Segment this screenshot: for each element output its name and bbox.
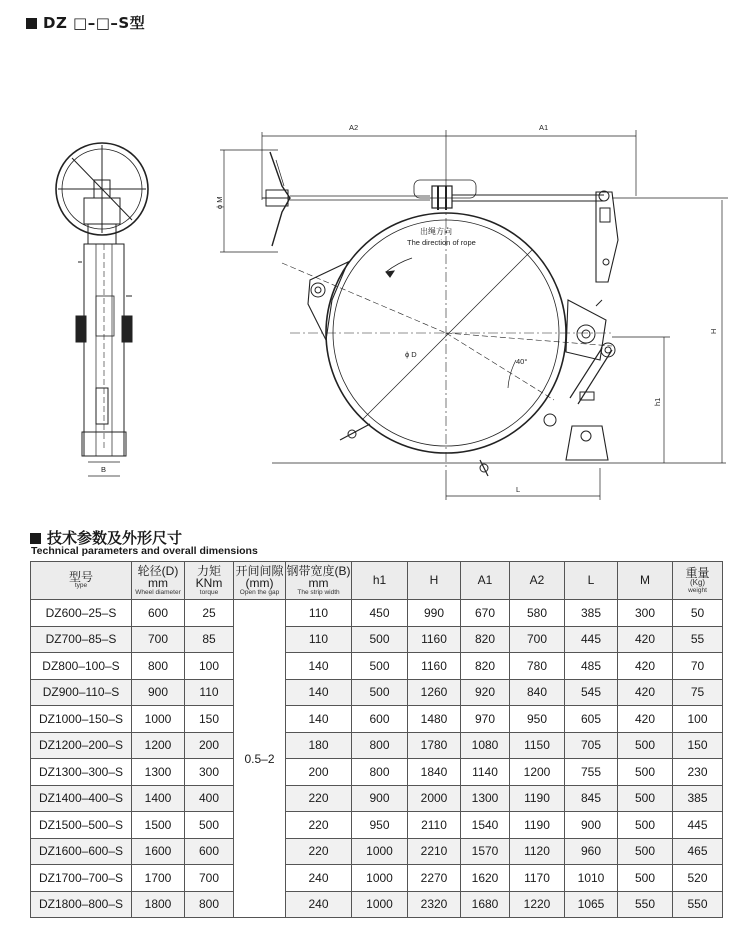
table-cell: 1065 bbox=[565, 891, 618, 918]
table-cell: 140 bbox=[286, 653, 352, 680]
table-cell: 755 bbox=[565, 759, 618, 786]
table-cell: 240 bbox=[286, 865, 352, 892]
screw-rod bbox=[290, 180, 604, 210]
table-cell: 1220 bbox=[510, 891, 565, 918]
table-cell-gap: 0.5–2 bbox=[234, 600, 286, 918]
table-cell: 1680 bbox=[461, 891, 510, 918]
table-cell: 420 bbox=[618, 626, 673, 653]
table-cell: 1200 bbox=[510, 759, 565, 786]
table-cell: DZ1800–800–S bbox=[31, 891, 132, 918]
table-cell: 300 bbox=[618, 600, 673, 627]
left-brake-arm bbox=[308, 262, 370, 440]
table-cell: 950 bbox=[510, 706, 565, 733]
table-cell: DZ1300–300–S bbox=[31, 759, 132, 786]
rope-direction-en: The direction of rope bbox=[407, 238, 476, 247]
table-row bbox=[31, 679, 723, 706]
table-cell: 1120 bbox=[510, 838, 565, 865]
table-header-row bbox=[31, 562, 723, 600]
col-wheel bbox=[132, 562, 185, 600]
table-cell: 600 bbox=[185, 838, 234, 865]
table-cell: DZ1000–150–S bbox=[31, 706, 132, 733]
table-row bbox=[31, 653, 723, 680]
table-cell: 385 bbox=[673, 785, 723, 812]
table-cell: 385 bbox=[565, 600, 618, 627]
table-cell: 2000 bbox=[408, 785, 461, 812]
table-cell: 800 bbox=[352, 759, 408, 786]
table-cell: 520 bbox=[673, 865, 723, 892]
table-cell: 500 bbox=[352, 626, 408, 653]
table-cell: 1150 bbox=[510, 732, 565, 759]
table-row bbox=[31, 759, 723, 786]
table-cell: 1840 bbox=[408, 759, 461, 786]
col-l: L bbox=[565, 562, 618, 600]
table-cell: 1300 bbox=[132, 759, 185, 786]
table-cell: 445 bbox=[565, 626, 618, 653]
table-cell: 100 bbox=[185, 653, 234, 680]
table-cell: 420 bbox=[618, 679, 673, 706]
col-gap-unit: (mm) bbox=[245, 576, 274, 591]
table-cell: 500 bbox=[618, 838, 673, 865]
handwheel-front-view bbox=[262, 152, 290, 246]
table-cell: 500 bbox=[618, 865, 673, 892]
table-cell: DZ1400–400–S bbox=[31, 785, 132, 812]
bullet-square-icon bbox=[26, 18, 37, 29]
table-cell: 2270 bbox=[408, 865, 461, 892]
table-row bbox=[31, 626, 723, 653]
col-weight-title: 重量 bbox=[685, 565, 710, 580]
table-cell: 705 bbox=[565, 732, 618, 759]
table-row bbox=[31, 865, 723, 892]
table-cell: 1800 bbox=[132, 891, 185, 918]
table-cell: 1000 bbox=[352, 865, 408, 892]
table-cell: 1140 bbox=[461, 759, 510, 786]
dim-h-label: H bbox=[709, 328, 718, 334]
table-cell: 840 bbox=[510, 679, 565, 706]
table-cell: 800 bbox=[352, 732, 408, 759]
table-cell: 450 bbox=[352, 600, 408, 627]
table-cell: 500 bbox=[618, 759, 673, 786]
table-cell: 500 bbox=[618, 732, 673, 759]
table-cell: 2110 bbox=[408, 812, 461, 839]
table-cell: 1170 bbox=[510, 865, 565, 892]
rope-direction-cn: 出绳方向 bbox=[420, 227, 452, 236]
table-cell: 445 bbox=[673, 812, 723, 839]
table-cell: 230 bbox=[673, 759, 723, 786]
table-cell: 920 bbox=[461, 679, 510, 706]
table-cell: 970 bbox=[461, 706, 510, 733]
table-cell: 700 bbox=[185, 865, 234, 892]
table-cell: 545 bbox=[565, 679, 618, 706]
table-cell: 1780 bbox=[408, 732, 461, 759]
table-cell: 1000 bbox=[132, 706, 185, 733]
table-cell: 820 bbox=[461, 626, 510, 653]
table-cell: 465 bbox=[673, 838, 723, 865]
table-cell: 900 bbox=[565, 812, 618, 839]
table-cell: 1000 bbox=[352, 838, 408, 865]
table-cell: 800 bbox=[185, 891, 234, 918]
col-gap bbox=[234, 562, 286, 600]
table-cell: 1160 bbox=[408, 626, 461, 653]
col-strip-sub: The strip width bbox=[297, 588, 340, 596]
table-cell: 1500 bbox=[132, 812, 185, 839]
table-row bbox=[31, 838, 723, 865]
table-cell: 800 bbox=[132, 653, 185, 680]
table-cell: DZ1500–500–S bbox=[31, 812, 132, 839]
table-cell: 900 bbox=[132, 679, 185, 706]
table-cell: 220 bbox=[286, 838, 352, 865]
table-cell: 500 bbox=[352, 679, 408, 706]
dim-h1-label: h1 bbox=[653, 397, 662, 406]
table-row bbox=[31, 785, 723, 812]
table-cell: 485 bbox=[565, 653, 618, 680]
table-cell: DZ600–25–S bbox=[31, 600, 132, 627]
table-cell: 55 bbox=[673, 626, 723, 653]
dim-a2-label: A2 bbox=[349, 123, 359, 132]
table-cell: 960 bbox=[565, 838, 618, 865]
table-cell: 1600 bbox=[132, 838, 185, 865]
col-a1: A1 bbox=[461, 562, 510, 600]
table-cell: 1190 bbox=[510, 785, 565, 812]
table-cell: 70 bbox=[673, 653, 723, 680]
col-wheel-sub: Wheel diameter bbox=[135, 588, 181, 596]
table-row bbox=[31, 706, 723, 733]
section-title-en: Technical parameters and overall dimensions bbox=[31, 545, 258, 557]
table-cell: 1000 bbox=[352, 891, 408, 918]
table-cell: 700 bbox=[132, 626, 185, 653]
table-cell: 2320 bbox=[408, 891, 461, 918]
table-cell: 605 bbox=[565, 706, 618, 733]
table-cell: 1200 bbox=[132, 732, 185, 759]
col-gap-sub: Open the gap bbox=[239, 588, 280, 596]
dim-b-label: B bbox=[101, 465, 107, 474]
table-cell: 140 bbox=[286, 706, 352, 733]
parameters-table bbox=[30, 561, 723, 918]
col-model bbox=[31, 562, 132, 600]
table-cell: 150 bbox=[185, 706, 234, 733]
table-cell: 220 bbox=[286, 812, 352, 839]
col-wheel-title: 轮径(D) bbox=[137, 563, 179, 578]
col-model-sub: type bbox=[74, 582, 88, 590]
col-strip-unit: mm bbox=[308, 576, 329, 591]
table-cell: 300 bbox=[185, 759, 234, 786]
technical-drawing bbox=[0, 100, 731, 510]
table-cell: 845 bbox=[565, 785, 618, 812]
table-cell: 220 bbox=[286, 785, 352, 812]
dim-a1-label: A1 bbox=[539, 123, 549, 132]
col-m: M bbox=[618, 562, 673, 600]
dim-phi-d-label: ϕ D bbox=[405, 350, 417, 359]
table-cell: 110 bbox=[185, 679, 234, 706]
model-title-text: DZ □–□–S型 bbox=[43, 14, 146, 32]
table-cell: 1480 bbox=[408, 706, 461, 733]
table-cell: 950 bbox=[352, 812, 408, 839]
table-cell: 1190 bbox=[510, 812, 565, 839]
table-cell: 1400 bbox=[132, 785, 185, 812]
table-cell: 180 bbox=[286, 732, 352, 759]
table-cell: 140 bbox=[286, 679, 352, 706]
col-gap-title: 开间间隙 bbox=[235, 563, 284, 578]
table-cell: 1010 bbox=[565, 865, 618, 892]
table-row bbox=[31, 812, 723, 839]
section-title-cn: 技术参数及外形尺寸 bbox=[47, 529, 183, 547]
table-row bbox=[31, 732, 723, 759]
table-cell: 550 bbox=[618, 891, 673, 918]
table-cell: DZ1600–600–S bbox=[31, 838, 132, 865]
table-cell: 1620 bbox=[461, 865, 510, 892]
col-torque bbox=[185, 562, 234, 600]
table-cell: 1540 bbox=[461, 812, 510, 839]
table-cell: 400 bbox=[185, 785, 234, 812]
table-cell: 420 bbox=[618, 706, 673, 733]
table-cell: 110 bbox=[286, 600, 352, 627]
handwheel-side-view bbox=[56, 143, 148, 244]
col-weight-unit: (Kg) bbox=[689, 578, 706, 588]
table-cell: 200 bbox=[286, 759, 352, 786]
col-model-title: 型号 bbox=[68, 569, 93, 584]
table-cell: 820 bbox=[461, 653, 510, 680]
table-cell: 25 bbox=[185, 600, 234, 627]
table-cell: 550 bbox=[673, 891, 723, 918]
table-cell: 500 bbox=[185, 812, 234, 839]
table-cell: 670 bbox=[461, 600, 510, 627]
table-cell: 500 bbox=[618, 812, 673, 839]
table-cell: DZ900–110–S bbox=[31, 679, 132, 706]
table-cell: 700 bbox=[510, 626, 565, 653]
table-cell: 1260 bbox=[408, 679, 461, 706]
table-cell: 110 bbox=[286, 626, 352, 653]
table-cell: 900 bbox=[352, 785, 408, 812]
table-cell: 50 bbox=[673, 600, 723, 627]
col-wheel-unit: mm bbox=[148, 576, 168, 591]
dimension-lines bbox=[220, 130, 728, 500]
col-h1: h1 bbox=[352, 562, 408, 600]
table-cell: 420 bbox=[618, 653, 673, 680]
table-cell: 1300 bbox=[461, 785, 510, 812]
dim-l-label: L bbox=[516, 485, 521, 494]
dim-phi-m-label: ϕ M bbox=[215, 196, 224, 209]
table-cell: 990 bbox=[408, 600, 461, 627]
col-h: H bbox=[408, 562, 461, 600]
table-cell: 500 bbox=[352, 653, 408, 680]
table-cell: DZ800–100–S bbox=[31, 653, 132, 680]
table-cell: 85 bbox=[185, 626, 234, 653]
col-weight-sub: weight bbox=[688, 586, 707, 594]
table-cell: 240 bbox=[286, 891, 352, 918]
table-body bbox=[31, 600, 723, 918]
col-strip bbox=[286, 562, 352, 600]
table-cell: 1160 bbox=[408, 653, 461, 680]
table-cell: 1570 bbox=[461, 838, 510, 865]
table-cell: 600 bbox=[352, 706, 408, 733]
table-cell: 100 bbox=[673, 706, 723, 733]
table-cell: 1700 bbox=[132, 865, 185, 892]
col-strip-title: 钢带宽度(B) bbox=[286, 563, 351, 578]
model-title bbox=[26, 12, 145, 33]
table-cell: 600 bbox=[132, 600, 185, 627]
table-row bbox=[31, 891, 723, 918]
table-cell: 200 bbox=[185, 732, 234, 759]
table-cell: 2210 bbox=[408, 838, 461, 865]
table-cell: 780 bbox=[510, 653, 565, 680]
col-torque-unit: KNm bbox=[195, 576, 223, 591]
dim-angle-label: 40° bbox=[516, 357, 528, 366]
col-torque-title: 力矩 bbox=[196, 563, 221, 578]
col-weight bbox=[673, 562, 723, 600]
bullet-square-icon bbox=[30, 533, 41, 544]
table-cell: 1080 bbox=[461, 732, 510, 759]
table-cell: 150 bbox=[673, 732, 723, 759]
col-torque-sub: torque bbox=[199, 588, 219, 596]
table-cell: 500 bbox=[618, 785, 673, 812]
table-cell: DZ1700–700–S bbox=[31, 865, 132, 892]
table-row bbox=[31, 600, 723, 627]
brake-side-body bbox=[76, 244, 132, 476]
col-a2: A2 bbox=[510, 562, 565, 600]
table-cell: 580 bbox=[510, 600, 565, 627]
table-cell: DZ1200–200–S bbox=[31, 732, 132, 759]
table-cell: DZ700–85–S bbox=[31, 626, 132, 653]
table-cell: 75 bbox=[673, 679, 723, 706]
